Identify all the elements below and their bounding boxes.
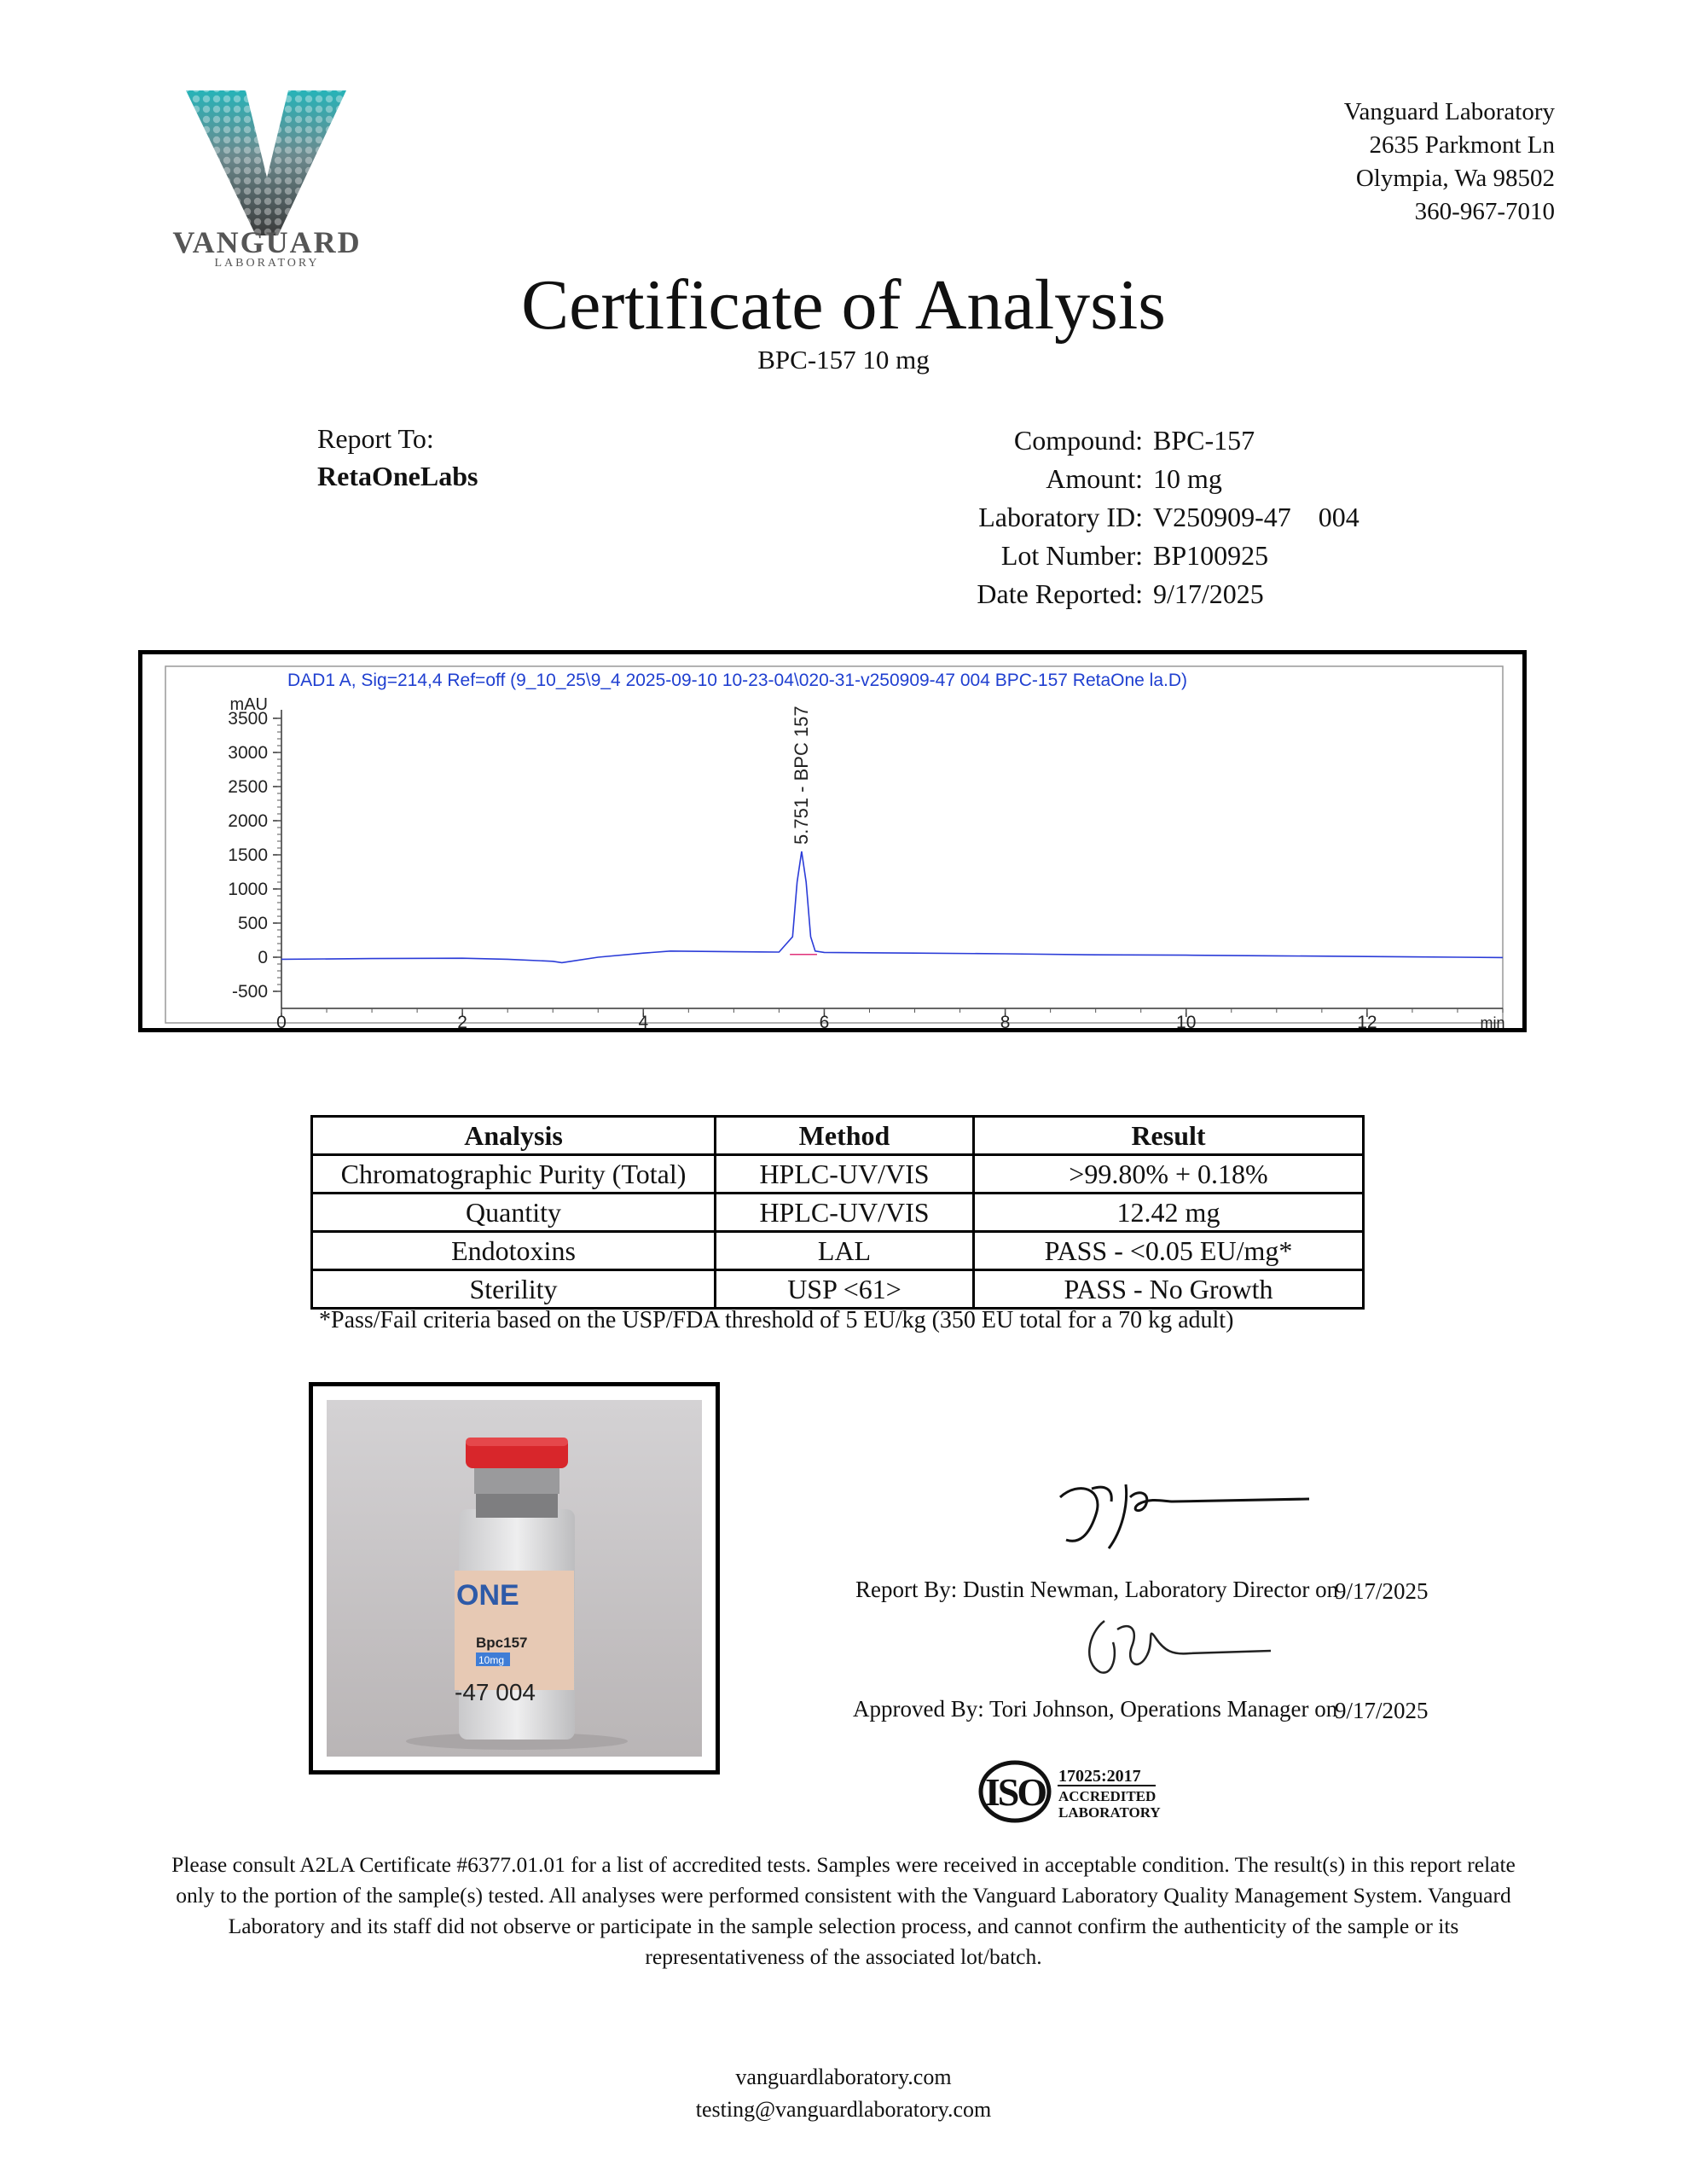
y-tick-label: -500 xyxy=(231,982,268,1002)
x-tick-label: 12 xyxy=(1357,1013,1377,1028)
info-row-compound xyxy=(768,421,1359,460)
y-tick-label: 1000 xyxy=(228,880,268,899)
report-to-label: Report To: xyxy=(317,423,434,454)
y-tick-label: 1500 xyxy=(228,845,268,865)
vial-label-brand: ONE xyxy=(456,1579,519,1612)
table-row xyxy=(312,1155,1364,1194)
column-header: Result xyxy=(974,1117,1364,1155)
results-table xyxy=(310,1115,1365,1310)
table-row xyxy=(312,1232,1364,1270)
table-cell: Endotoxins xyxy=(312,1232,716,1270)
x-tick-label: 6 xyxy=(819,1013,830,1028)
certificate-subtitle: BPC-157 10 mg xyxy=(757,345,930,375)
info-row-date-reported xyxy=(768,575,1359,613)
table-cell: HPLC-UV/VIS xyxy=(716,1194,974,1232)
table-cell: >99.80% + 0.18% xyxy=(974,1155,1364,1194)
certificate-title: Certificate of Analysis xyxy=(521,265,1166,345)
y-axis-label: mAU xyxy=(229,695,268,714)
approved-by-date: 9/17/2025 xyxy=(1335,1698,1429,1723)
table-cell: PASS - No Growth xyxy=(974,1270,1364,1309)
iso-line2: LABORATORY xyxy=(1058,1804,1161,1821)
address-line: 360-967-7010 xyxy=(1414,198,1555,225)
sample-vial-photo xyxy=(327,1400,702,1757)
info-value: 9/17/2025 xyxy=(1153,578,1264,609)
vial-label-amount: 10mg xyxy=(478,1654,505,1666)
y-tick-label: 0 xyxy=(258,948,268,967)
y-tick-label: 3500 xyxy=(228,709,268,729)
column-header: Analysis xyxy=(312,1117,716,1155)
x-tick-label: 0 xyxy=(276,1013,287,1028)
info-row-amount xyxy=(768,460,1359,498)
director-signature xyxy=(1045,1463,1318,1557)
info-label: Amount: xyxy=(1046,463,1143,494)
vial-label-product: Bpc157 xyxy=(476,1635,528,1651)
iso-standard: 17025:2017 xyxy=(1058,1767,1141,1786)
chromatogram-frame xyxy=(138,650,1527,1032)
table-cell: LAL xyxy=(716,1232,974,1270)
logo-subtext: LABORATORY xyxy=(214,257,320,270)
column-header: Method xyxy=(716,1117,974,1155)
report-by-date: 9/17/2025 xyxy=(1335,1578,1429,1604)
footer-email: testing@vanguardlaboratory.com xyxy=(695,2097,992,2122)
info-label: Lot Number: xyxy=(1000,540,1143,571)
manager-signature xyxy=(1079,1612,1275,1681)
info-value: 10 mg xyxy=(1153,463,1222,494)
info-value: BPC-157 xyxy=(1153,425,1255,456)
info-row-lot-number xyxy=(768,537,1359,575)
y-tick-label: 2500 xyxy=(228,777,268,797)
table-header-row xyxy=(312,1117,1364,1155)
sample-info xyxy=(768,421,1359,613)
info-label: Date Reported: xyxy=(977,578,1143,609)
table-cell: Sterility xyxy=(312,1270,716,1309)
footer-website: vanguardlaboratory.com xyxy=(735,2065,952,2089)
address-line: 2635 Parkmont Ln xyxy=(1369,131,1555,159)
info-row-laboratory-id xyxy=(768,498,1359,537)
lab-address xyxy=(1344,96,1555,229)
table-cell: 12.42 mg xyxy=(974,1194,1364,1232)
disclaimer: Please consult A2LA Certificate #6377.01.01 for a list of accredited tests. Samples were received in acceptable condition. The result(s) in this report relate only to the portion of the sample(s) tested. All analyses were performed consistent with the Vanguard Laboratory Quality Management System. Vanguard Laboratory and its staff did not observe or participate in the sample selection process, and cannot confirm the authenticity of the sample or its representativeness of the associated lot/batch. xyxy=(171,1852,1516,1969)
results-footnote: *Pass/Fail criteria based on the USP/FDA threshold of 5 EU/kg (350 EU total for a 70 kg adult) xyxy=(319,1307,1234,1333)
info-label: Laboratory ID: xyxy=(978,502,1143,532)
chromatogram-chart xyxy=(142,654,1522,1028)
x-tick-label: 4 xyxy=(638,1013,649,1028)
address-line: Vanguard Laboratory xyxy=(1343,98,1555,125)
chromatogram-trace xyxy=(281,851,1503,962)
info-value: V250909-47 004 xyxy=(1153,502,1359,532)
iso-line1: ACCREDITED xyxy=(1058,1788,1157,1804)
info-label: Compound: xyxy=(1013,425,1143,456)
table-cell: Quantity xyxy=(312,1194,716,1232)
chart-title: DAD1 A, Sig=214,4 Ref=off (9_10_25\9_4 2025-09-10 10-23-04\020-31-v250909-47 004 BPC-157 RetaOne la.D) xyxy=(287,671,1188,690)
vanguard-logo xyxy=(160,84,374,270)
y-tick-label: 500 xyxy=(237,914,268,933)
report-to-name: RetaOneLabs xyxy=(317,461,478,491)
report-by-text: Report By: Dustin Newman, Laboratory Director on xyxy=(855,1577,1339,1602)
sample-photo-frame xyxy=(309,1382,720,1774)
x-tick-label: 2 xyxy=(457,1013,467,1028)
chart-axes xyxy=(228,695,1504,1028)
logo-text: VANGUARD xyxy=(172,225,362,259)
table-cell: Chromatographic Purity (Total) xyxy=(312,1155,716,1194)
table-row xyxy=(312,1194,1364,1232)
x-axis-label: min xyxy=(1480,1014,1505,1028)
table-cell: PASS - <0.05 EU/mg* xyxy=(974,1232,1364,1270)
iso-mark: ISO xyxy=(984,1770,1046,1814)
x-tick-label: 8 xyxy=(1000,1013,1011,1028)
iso-accreditation-badge xyxy=(977,1757,1181,1826)
x-tick-label: 10 xyxy=(1176,1013,1197,1028)
y-tick-label: 2000 xyxy=(228,811,268,831)
table-cell: USP <61> xyxy=(716,1270,974,1309)
y-tick-label: 3000 xyxy=(228,743,268,763)
address-line: Olympia, Wa 98502 xyxy=(1355,165,1555,192)
table-cell: HPLC-UV/VIS xyxy=(716,1155,974,1194)
table-row xyxy=(312,1270,1364,1309)
info-value: BP100925 xyxy=(1153,540,1269,571)
chart-plot xyxy=(281,706,1503,962)
vial-label-lot: -47 004 xyxy=(455,1679,536,1705)
peak-label: 5.751 - BPC 157 xyxy=(791,706,813,845)
chart-border xyxy=(165,666,1503,1023)
approved-by-text: Approved By: Tori Johnson, Operations Manager on xyxy=(853,1696,1338,1722)
